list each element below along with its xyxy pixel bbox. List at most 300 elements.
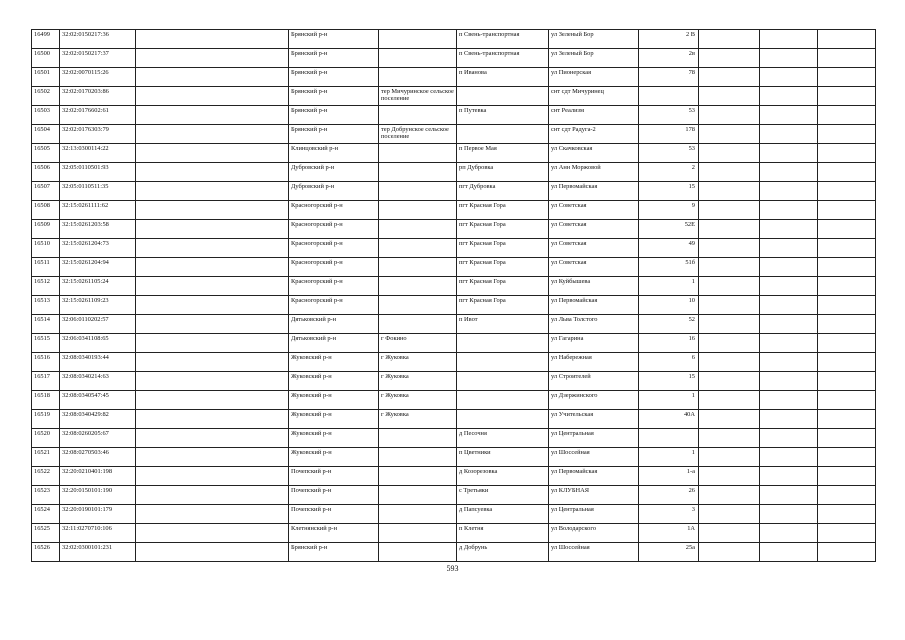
cell-cadastral-number: 32:15:0261204:73 [60, 239, 136, 258]
cell-name [136, 334, 289, 353]
cell-extra-3 [818, 296, 876, 315]
cell-house-number: 2 В [639, 30, 699, 49]
table-row [32, 220, 876, 239]
cell-street: ул Первомайская [549, 467, 639, 486]
cell-extra-2 [760, 505, 818, 524]
cell-district: Красногорский р-н [289, 201, 379, 220]
cell-settlement-territory: г Жуковка [379, 391, 457, 410]
cell-extra-1 [699, 144, 760, 163]
table-row [32, 182, 876, 201]
cell-settlement-territory [379, 49, 457, 68]
cell-locality: п Иванова [457, 68, 549, 87]
cell-locality: п Первое Мая [457, 144, 549, 163]
cell-name [136, 163, 289, 182]
cell-district: Дубровский р-н [289, 163, 379, 182]
cell-extra-3 [818, 429, 876, 448]
cell-extra-3 [818, 49, 876, 68]
cell-extra-3 [818, 201, 876, 220]
cell-extra-2 [760, 163, 818, 182]
cell-street: снт сдт Мичуринец [549, 87, 639, 106]
cell-district: Клетнянский р-н [289, 524, 379, 543]
cell-district: Красногорский р-н [289, 277, 379, 296]
cell-district: Жуковский р-н [289, 353, 379, 372]
table-row [32, 429, 876, 448]
cell-record-number: 16520 [32, 429, 60, 448]
table-row [32, 68, 876, 87]
cell-locality: д Козорезовка [457, 467, 549, 486]
cell-name [136, 467, 289, 486]
cell-extra-1 [699, 220, 760, 239]
cell-district: Красногорский р-н [289, 296, 379, 315]
cell-settlement-territory [379, 448, 457, 467]
cell-district: Дятьковский р-н [289, 315, 379, 334]
cell-house-number: 52 [639, 315, 699, 334]
cell-district: Красногорский р-н [289, 239, 379, 258]
cell-name [136, 429, 289, 448]
cell-record-number: 16519 [32, 410, 60, 429]
cell-cadastral-number: 32:02:0176303:79 [60, 125, 136, 144]
cell-extra-3 [818, 353, 876, 372]
cell-extra-3 [818, 391, 876, 410]
cell-house-number: 10 [639, 296, 699, 315]
cell-street: ул Первомайская [549, 296, 639, 315]
cell-extra-2 [760, 486, 818, 505]
cell-extra-2 [760, 144, 818, 163]
cell-street: ул Пионерская [549, 68, 639, 87]
cell-locality: пгт Красная Гора [457, 239, 549, 258]
cell-cadastral-number: 32:20:0190101:179 [60, 505, 136, 524]
cell-cadastral-number: 32:11:0270710:106 [60, 524, 136, 543]
cell-locality: п Свень-транспортная [457, 49, 549, 68]
cell-cadastral-number: 32:02:0300101:231 [60, 543, 136, 562]
cell-settlement-territory [379, 524, 457, 543]
cell-extra-1 [699, 239, 760, 258]
cell-house-number: 15 [639, 182, 699, 201]
cell-extra-1 [699, 49, 760, 68]
table-row [32, 391, 876, 410]
table-row [32, 543, 876, 562]
cell-cadastral-number: 32:08:0340547:45 [60, 391, 136, 410]
cell-street: ул Зеленый Бор [549, 49, 639, 68]
cell-record-number: 16516 [32, 353, 60, 372]
cell-settlement-territory: тер Добрунское сельское поселение [379, 125, 457, 144]
cell-extra-1 [699, 163, 760, 182]
table-row [32, 334, 876, 353]
cell-cadastral-number: 32:02:0150217:37 [60, 49, 136, 68]
cell-settlement-territory [379, 277, 457, 296]
cell-locality [457, 391, 549, 410]
cell-extra-2 [760, 201, 818, 220]
table-row [32, 125, 876, 144]
cell-house-number: 53 [639, 106, 699, 125]
cell-name [136, 182, 289, 201]
cell-extra-2 [760, 220, 818, 239]
cell-extra-3 [818, 524, 876, 543]
cell-house-number: 40А [639, 410, 699, 429]
cell-house-number: 53 [639, 144, 699, 163]
cell-locality: д Песочня [457, 429, 549, 448]
cell-house-number: 2в [639, 49, 699, 68]
cell-cadastral-number: 32:15:0261204:94 [60, 258, 136, 277]
table-row [32, 524, 876, 543]
cell-district: Почепский р-н [289, 486, 379, 505]
table-row [32, 410, 876, 429]
cell-house-number: 1 [639, 277, 699, 296]
cell-street: ул Центральная [549, 505, 639, 524]
cell-locality [457, 372, 549, 391]
cell-street: ул Куйбышева [549, 277, 639, 296]
cell-extra-2 [760, 106, 818, 125]
cell-street: ул Набережная [549, 353, 639, 372]
cell-extra-1 [699, 258, 760, 277]
cell-name [136, 258, 289, 277]
cell-name [136, 87, 289, 106]
cell-name [136, 505, 289, 524]
cell-extra-2 [760, 87, 818, 106]
cell-cadastral-number: 32:08:0270503:46 [60, 448, 136, 467]
cell-extra-2 [760, 68, 818, 87]
cell-record-number: 16524 [32, 505, 60, 524]
cell-district: Жуковский р-н [289, 391, 379, 410]
cell-record-number: 16511 [32, 258, 60, 277]
cell-extra-1 [699, 30, 760, 49]
table-row [32, 30, 876, 49]
cell-district: Дубровский р-н [289, 182, 379, 201]
cell-settlement-territory: г Жуковка [379, 353, 457, 372]
cell-cadastral-number: 32:06:0341108:65 [60, 334, 136, 353]
cell-settlement-territory [379, 68, 457, 87]
cell-locality: рп Дубровка [457, 163, 549, 182]
cell-house-number: 78 [639, 68, 699, 87]
cell-locality: п Клетня [457, 524, 549, 543]
cell-house-number: 25а [639, 543, 699, 562]
cell-extra-3 [818, 486, 876, 505]
cell-street: ул КЛУБНАЯ [549, 486, 639, 505]
cell-street: ул Советская [549, 201, 639, 220]
cell-locality: с Третьяки [457, 486, 549, 505]
cell-locality [457, 334, 549, 353]
cell-locality: п Цветники [457, 448, 549, 467]
cell-district: Жуковский р-н [289, 429, 379, 448]
table-row [32, 486, 876, 505]
table-row [32, 144, 876, 163]
cell-house-number: 2 [639, 163, 699, 182]
cell-extra-3 [818, 467, 876, 486]
table-row [32, 315, 876, 334]
cell-name [136, 524, 289, 543]
cell-extra-2 [760, 30, 818, 49]
cell-locality: п Путевка [457, 106, 549, 125]
cell-record-number: 16517 [32, 372, 60, 391]
cell-street: снт сдт Радуга-2 [549, 125, 639, 144]
cell-extra-1 [699, 125, 760, 144]
cell-extra-1 [699, 106, 760, 125]
cell-house-number: 26 [639, 486, 699, 505]
cell-street: ул Шоссейная [549, 448, 639, 467]
cell-record-number: 16515 [32, 334, 60, 353]
cell-extra-1 [699, 467, 760, 486]
cell-locality [457, 87, 549, 106]
cell-extra-3 [818, 144, 876, 163]
cell-cadastral-number: 32:20:0210401:198 [60, 467, 136, 486]
cell-record-number: 16521 [32, 448, 60, 467]
cell-extra-1 [699, 486, 760, 505]
cell-district: Брянский р-н [289, 30, 379, 49]
table-row [32, 87, 876, 106]
cell-name [136, 391, 289, 410]
cell-street: ул Анн Моржовой [549, 163, 639, 182]
cell-name [136, 30, 289, 49]
cell-extra-2 [760, 524, 818, 543]
cell-extra-3 [818, 220, 876, 239]
cell-extra-3 [818, 182, 876, 201]
cell-house-number: 3 [639, 505, 699, 524]
cell-district: Жуковский р-н [289, 410, 379, 429]
cell-extra-1 [699, 68, 760, 87]
cell-locality: пгт Красная Гора [457, 277, 549, 296]
table-row [32, 277, 876, 296]
table-row [32, 467, 876, 486]
cell-extra-2 [760, 391, 818, 410]
cell-cadastral-number: 32:05:0110511:35 [60, 182, 136, 201]
cell-settlement-territory [379, 182, 457, 201]
cell-extra-2 [760, 448, 818, 467]
cell-extra-1 [699, 429, 760, 448]
cell-settlement-territory [379, 201, 457, 220]
cell-name [136, 353, 289, 372]
table-row [32, 258, 876, 277]
cell-record-number: 16526 [32, 543, 60, 562]
cell-extra-2 [760, 372, 818, 391]
cell-settlement-territory: г Жуковка [379, 372, 457, 391]
page-number: 593 [446, 564, 459, 573]
cell-settlement-territory [379, 315, 457, 334]
cell-settlement-territory [379, 239, 457, 258]
cell-name [136, 410, 289, 429]
cell-settlement-territory [379, 258, 457, 277]
cell-extra-3 [818, 87, 876, 106]
cell-record-number: 16522 [32, 467, 60, 486]
cell-cadastral-number: 32:02:0150217:36 [60, 30, 136, 49]
cell-street: ул Первомайская [549, 182, 639, 201]
cell-extra-1 [699, 543, 760, 562]
cell-district: Брянский р-н [289, 543, 379, 562]
cell-extra-2 [760, 315, 818, 334]
cell-cadastral-number: 32:06:0110202:57 [60, 315, 136, 334]
cell-street: снт Реализм [549, 106, 639, 125]
cell-house-number: 1 [639, 391, 699, 410]
cell-settlement-territory [379, 486, 457, 505]
cell-extra-1 [699, 315, 760, 334]
cell-extra-1 [699, 391, 760, 410]
cell-district: Почепский р-н [289, 505, 379, 524]
cell-street: ул Льва Толстого [549, 315, 639, 334]
cell-settlement-territory [379, 106, 457, 125]
cell-extra-1 [699, 524, 760, 543]
cell-locality: д Добрунь [457, 543, 549, 562]
cell-cadastral-number: 32:02:0176602:61 [60, 106, 136, 125]
cell-record-number: 16506 [32, 163, 60, 182]
cell-house-number: 1-а [639, 467, 699, 486]
cell-district: Жуковский р-н [289, 448, 379, 467]
cell-record-number: 16499 [32, 30, 60, 49]
cell-district: Почепский р-н [289, 467, 379, 486]
cell-locality [457, 353, 549, 372]
cell-street: ул Шоссейная [549, 543, 639, 562]
cell-cadastral-number: 32:08:0340214:63 [60, 372, 136, 391]
cell-extra-1 [699, 182, 760, 201]
cell-locality [457, 125, 549, 144]
cell-house-number [639, 429, 699, 448]
cell-extra-2 [760, 467, 818, 486]
cell-locality: пгт Красная Гора [457, 258, 549, 277]
cell-record-number: 16508 [32, 201, 60, 220]
table-row [32, 296, 876, 315]
cell-locality: п Ивот [457, 315, 549, 334]
cell-name [136, 125, 289, 144]
cell-house-number: 1А [639, 524, 699, 543]
cell-locality: пгт Дубровка [457, 182, 549, 201]
cell-extra-2 [760, 239, 818, 258]
cell-extra-2 [760, 182, 818, 201]
cell-house-number: 1 [639, 448, 699, 467]
cell-extra-3 [818, 315, 876, 334]
table-row [32, 239, 876, 258]
cell-name [136, 543, 289, 562]
cell-extra-2 [760, 125, 818, 144]
registry-table-body [32, 30, 876, 562]
cell-extra-2 [760, 410, 818, 429]
cell-cadastral-number: 32:05:0110501:93 [60, 163, 136, 182]
cell-cadastral-number: 32:08:0340429:82 [60, 410, 136, 429]
cell-name [136, 372, 289, 391]
cell-name [136, 296, 289, 315]
cell-settlement-territory [379, 543, 457, 562]
cell-extra-3 [818, 505, 876, 524]
cell-extra-1 [699, 448, 760, 467]
cell-cadastral-number: 32:02:0070115:26 [60, 68, 136, 87]
cell-cadastral-number: 32:08:0340193:44 [60, 353, 136, 372]
table-row [32, 353, 876, 372]
cell-record-number: 16504 [32, 125, 60, 144]
table-row [32, 372, 876, 391]
cell-extra-1 [699, 277, 760, 296]
cell-extra-3 [818, 239, 876, 258]
cell-extra-1 [699, 372, 760, 391]
cell-cadastral-number: 32:13:0300114:22 [60, 144, 136, 163]
cell-extra-2 [760, 543, 818, 562]
cell-street: ул Гагарина [549, 334, 639, 353]
cell-settlement-territory [379, 163, 457, 182]
table-row [32, 505, 876, 524]
cell-record-number: 16502 [32, 87, 60, 106]
cell-extra-3 [818, 334, 876, 353]
cell-name [136, 486, 289, 505]
cell-extra-1 [699, 296, 760, 315]
cell-extra-3 [818, 68, 876, 87]
cell-extra-1 [699, 87, 760, 106]
cell-name [136, 239, 289, 258]
cell-locality: п Свень-транспортная [457, 30, 549, 49]
table-row [32, 448, 876, 467]
cell-district: Брянский р-н [289, 125, 379, 144]
cell-street: ул Учительская [549, 410, 639, 429]
cell-street: ул Центральная [549, 429, 639, 448]
cell-cadastral-number: 32:15:0261105:24 [60, 277, 136, 296]
cell-house-number: 178 [639, 125, 699, 144]
cell-extra-2 [760, 429, 818, 448]
cell-settlement-territory: г Жуковка [379, 410, 457, 429]
table-row [32, 49, 876, 68]
cell-district: Красногорский р-н [289, 258, 379, 277]
cell-name [136, 201, 289, 220]
cell-extra-3 [818, 277, 876, 296]
cell-record-number: 16510 [32, 239, 60, 258]
cell-name [136, 448, 289, 467]
cell-extra-1 [699, 505, 760, 524]
cell-district: Красногорский р-н [289, 220, 379, 239]
cell-name [136, 277, 289, 296]
cell-name [136, 106, 289, 125]
cell-street: ул Дзержинского [549, 391, 639, 410]
cell-extra-2 [760, 49, 818, 68]
cell-record-number: 16525 [32, 524, 60, 543]
cell-district: Брянский р-н [289, 106, 379, 125]
cell-house-number: 49 [639, 239, 699, 258]
cell-record-number: 16514 [32, 315, 60, 334]
cell-extra-3 [818, 106, 876, 125]
cell-record-number: 16503 [32, 106, 60, 125]
cell-extra-2 [760, 258, 818, 277]
cell-cadastral-number: 32:15:0261109:23 [60, 296, 136, 315]
cell-settlement-territory [379, 30, 457, 49]
cell-cadastral-number: 32:15:0261203:58 [60, 220, 136, 239]
cell-settlement-territory [379, 296, 457, 315]
cell-district: Клинцовский р-н [289, 144, 379, 163]
cell-name [136, 49, 289, 68]
cell-house-number: 15 [639, 372, 699, 391]
cell-district: Брянский р-н [289, 49, 379, 68]
table-row [32, 201, 876, 220]
cell-record-number: 16513 [32, 296, 60, 315]
cell-street: ул Зеленый Бор [549, 30, 639, 49]
cell-extra-3 [818, 372, 876, 391]
table-row [32, 163, 876, 182]
cell-settlement-territory [379, 467, 457, 486]
cell-house-number: 16 [639, 334, 699, 353]
cell-settlement-territory: г Фокино [379, 334, 457, 353]
cell-extra-3 [818, 410, 876, 429]
cell-record-number: 16505 [32, 144, 60, 163]
cell-district: Жуковский р-н [289, 372, 379, 391]
cell-settlement-territory [379, 144, 457, 163]
registry-table [31, 29, 876, 562]
cell-extra-2 [760, 353, 818, 372]
cell-record-number: 16523 [32, 486, 60, 505]
cell-extra-1 [699, 334, 760, 353]
cell-extra-2 [760, 296, 818, 315]
cell-locality: пгт Красная Гора [457, 296, 549, 315]
cell-record-number: 16500 [32, 49, 60, 68]
cell-name [136, 144, 289, 163]
cell-extra-1 [699, 353, 760, 372]
cell-settlement-territory [379, 220, 457, 239]
cell-settlement-territory [379, 505, 457, 524]
cell-extra-2 [760, 277, 818, 296]
cell-extra-3 [818, 30, 876, 49]
table-row [32, 106, 876, 125]
cell-extra-2 [760, 334, 818, 353]
